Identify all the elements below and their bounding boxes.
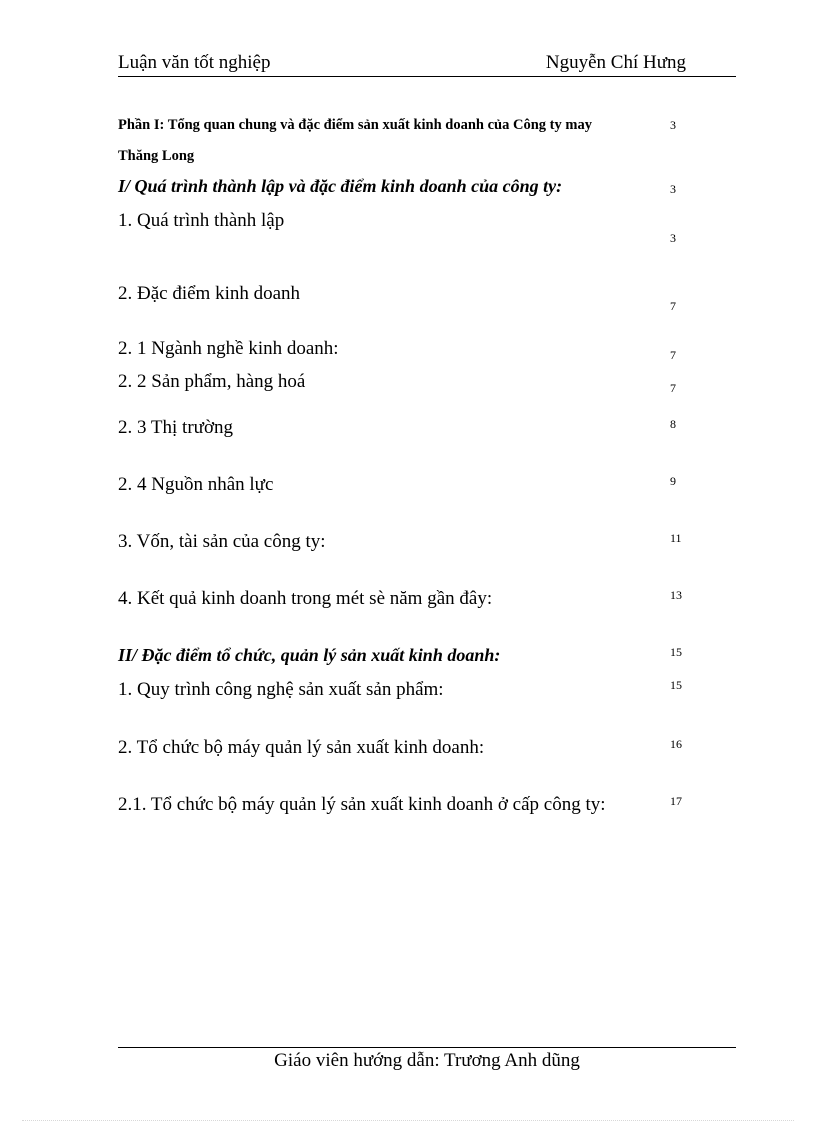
- toc-page-number: 16: [670, 737, 682, 751]
- toc-entry: 2. 2 Sản phẩm, hàng hoá: [118, 371, 306, 392]
- toc-entry: 2. Tổ chức bộ máy quản lý sản xuất kinh doanh:: [118, 737, 485, 758]
- toc-entry-part-1: Phần I: Tổng quan chung và đặc điểm sản xuất kinh doanh của Công ty may Thăng Long: [118, 117, 592, 164]
- toc-page-number: 9: [670, 474, 676, 488]
- toc-entry: 2. Đặc điểm kinh doanh: [118, 283, 301, 304]
- toc-page-number: 17: [670, 794, 682, 808]
- toc-page-number: 3: [670, 182, 676, 196]
- toc-entry: 2. 1 Ngành nghề kinh doanh:: [118, 338, 339, 359]
- toc-page-number: 3: [670, 231, 676, 245]
- page-footer: Giáo viên hướng dẫn: Trương Anh dũng: [274, 1050, 580, 1071]
- toc-entry: 3. Vốn, tài sản của công ty:: [118, 531, 326, 552]
- toc-entry: 1. Quá trình thành lập: [118, 210, 285, 231]
- toc-page-number: 7: [670, 348, 676, 362]
- footer-divider: [118, 1047, 736, 1048]
- toc-entry-section-2: II/ Đặc điểm tổ chức, quản lý sản xuất kinh doanh:: [118, 645, 501, 665]
- toc-entry: 2. 3 Thị trường: [118, 417, 233, 438]
- toc-page-number: 8: [670, 417, 676, 431]
- toc-page-number: 13: [670, 588, 682, 602]
- toc-entry: 2.1. Tổ chức bộ máy quản lý sản xuất kinh doanh ở cấp công ty:: [118, 794, 606, 815]
- page-header: [118, 52, 736, 77]
- toc-entry: 1. Quy trình công nghệ sản xuất sản phẩm:: [118, 679, 444, 700]
- toc-entry: 4. Kết quả kinh doanh trong mét sè năm gần đây:: [118, 588, 493, 609]
- toc-page-number: 3: [670, 118, 676, 132]
- toc-page-number: 15: [670, 678, 682, 692]
- header-author-name: Nguyễn Chí Hưng: [545, 52, 686, 73]
- toc-page-number: 11: [670, 531, 682, 545]
- toc-entry: 2. 4 Nguồn nhân lực: [118, 474, 274, 495]
- page-bottom-edge: [22, 1120, 794, 1121]
- header-thesis-title: Luận văn tốt nghiệp: [118, 52, 271, 73]
- toc-page-number: 7: [670, 381, 676, 395]
- toc-entry-section-1: I/ Quá trình thành lập và đặc điểm kinh doanh của công ty:: [118, 176, 563, 196]
- toc-page-number: 7: [670, 299, 676, 313]
- toc-page-number: 15: [670, 645, 682, 659]
